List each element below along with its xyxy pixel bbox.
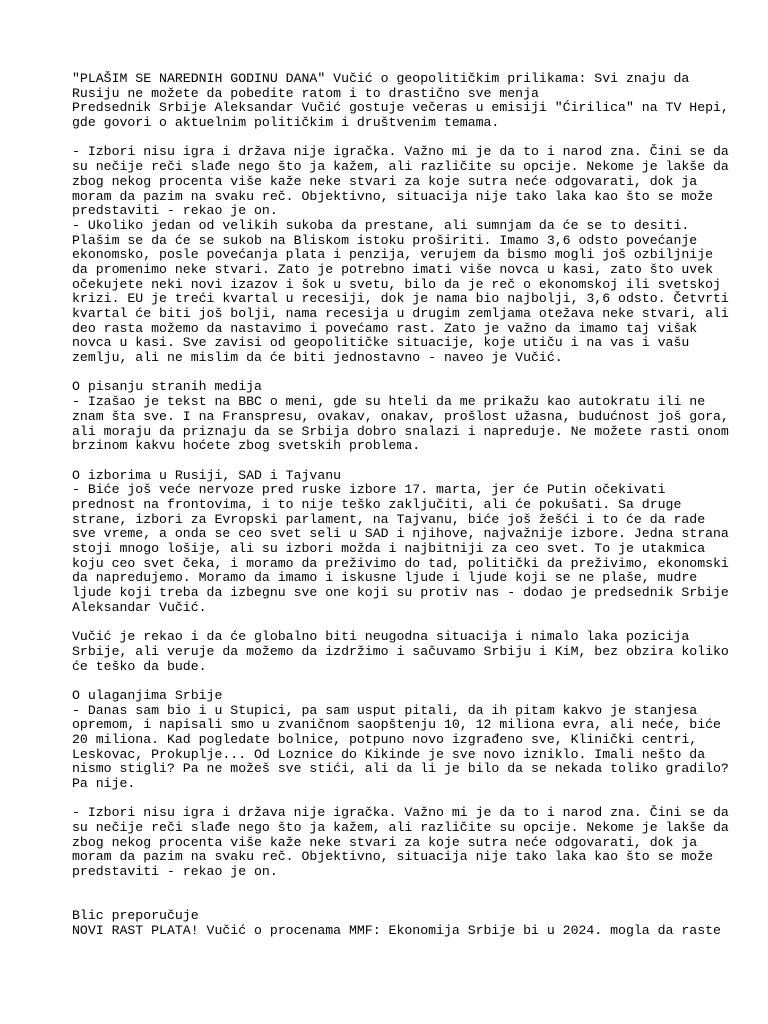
article-header bbox=[72, 71, 729, 131]
text-line: moram da pazim na svaku reč. Objektivno, situacija nije tako laka kao što se može bbox=[72, 849, 714, 865]
text-line: Leskovac, Prokuplje... Od Loznice do Kikinde je sve novo izniklo. Imali nešto da bbox=[72, 746, 706, 762]
quote-repeat-paragraph bbox=[72, 805, 729, 880]
recommended-link[interactable]: NOVI RAST PLATA! Vučić o procenama MMF: Ekonomija Srbije bi u 2024. mogla da raste bbox=[72, 922, 721, 938]
text-line: strane, izbori za Evropski parlament, na Tajvanu, biće još žešći i to će da rade bbox=[72, 511, 706, 527]
text-line: prednost na frontovima, i to nije teško zaključiti, ali će pokušati. Sa druge bbox=[72, 496, 682, 512]
text-line: zbog nekog procenta više kaže neke stvari za koje sutra neće odgovarati, dok ja bbox=[72, 173, 698, 189]
text-line: zemlju, ali ne mislim da će biti jednostavno - naveo je Vučić. bbox=[72, 350, 563, 366]
text-line: kvartal će biti još bolji, nama recesija u drugim zemljama otežava neke stvari, ali bbox=[72, 306, 729, 321]
recommendation-section bbox=[72, 908, 721, 938]
foreign-media-section bbox=[72, 379, 729, 454]
text-line: Pa nije. bbox=[72, 776, 136, 791]
text-line: stoji mnogo lošije, ali su izbori možda i najbitniji za ceo svet. To je utakmica bbox=[72, 541, 706, 556]
blank-line bbox=[72, 454, 712, 469]
text-line: sve vreme, a onda se ceo svet seli u SAD i njihove, najvažnije izbore. Jedna strana bbox=[72, 526, 729, 542]
text-line: opremom, i napisali smo u zvaničnom saopštenju 10, 12 miliona evra, ali neće, biće bbox=[72, 717, 721, 733]
text-line: Aleksandar Vučić. bbox=[72, 599, 207, 615]
blank-line bbox=[72, 895, 712, 910]
section-heading: O ulaganjima Srbije bbox=[72, 687, 223, 703]
blank-line bbox=[72, 880, 712, 895]
elections-section bbox=[72, 467, 729, 616]
text-line: nismo stigli? Pa ne možeš sve stići, ali da li je bilo da se nekada toliko gradilo? bbox=[72, 761, 729, 777]
text-line: moram da pazim na svaku reč. Objektivno, situacija nije tako laka kao što se može bbox=[72, 188, 714, 204]
text-line: znam šta sve. I na Franspresu, ovakav, onakav, prošlost užasna, budućnost još gora, bbox=[72, 408, 729, 424]
blank-line bbox=[72, 131, 712, 146]
blank-line bbox=[72, 615, 712, 630]
text-line: Vučić je rekao i da će globalno biti neugodna situacija i nimalo laka pozicija bbox=[72, 629, 690, 645]
text-line: Rusiju ne možete da pobedite ratom i to drastično sve menja bbox=[72, 85, 539, 101]
text-line: brzinom kakvu hoćete zbog svetskih problema. bbox=[72, 438, 421, 454]
text-line: - Izbori nisu igra i država nije igračka. Važno mi je da to i narod zna. Čini se da bbox=[72, 805, 729, 821]
text-line: očekujete neki novi izazov i šok u svetu, bilo da je reč o ekonomskoj ili svetskoj bbox=[72, 276, 721, 292]
section-heading: O izborima u Rusiji, SAD i Tajvanu bbox=[72, 467, 342, 483]
text-line: su nečije reči slađe nego što ja kažem, ali različite su opcije. Nekome je lakše da bbox=[72, 159, 729, 175]
text-line: predstaviti - rekao je on. bbox=[72, 864, 278, 880]
text-line: predstaviti - rekao je on. bbox=[72, 203, 278, 219]
text-line: krizi. EU je treći kvartal u recesiji, dok je nama bio najbolji, 3,6 odsto. Četvrti bbox=[72, 291, 729, 307]
text-line: će teško da bude. bbox=[72, 658, 207, 674]
text-line: da promenimo neke stvari. Zato je potrebno imati više novca u kasi, zato što uvek bbox=[72, 261, 714, 277]
text-line: zbog nekog procenta više kaže neke stvari za koje sutra neće odgovarati, dok ja bbox=[72, 834, 698, 850]
section-heading: O pisanju stranih medija bbox=[72, 379, 262, 395]
text-line: "PLAŠIM SE NAREDNIH GODINU DANA" Vučić o geopolitičkim prilikama: Svi znaju da bbox=[72, 71, 690, 86]
text-line: gde govori o aktuelnim političkim i društvenim temama. bbox=[72, 115, 500, 131]
text-line: ljude koji treba da izbegnu sve one koji su protiv nas - dodao je predsednik Srbije bbox=[72, 585, 729, 601]
text-line: su nečije reči slađe nego što ja kažem, ali različite su opcije. Nekome je lakše da bbox=[72, 820, 729, 836]
investments-section bbox=[72, 687, 729, 792]
text-line: ali moraju da priznaju da se Srbija dobro snalazi i napreduje. Ne možete rasti onom bbox=[72, 423, 729, 439]
blank-line bbox=[72, 792, 712, 807]
global-paragraph bbox=[72, 629, 729, 674]
document-page bbox=[72, 71, 729, 939]
section-heading: Blic preporučuje bbox=[72, 908, 199, 924]
text-line: - Izbori nisu igra i država nije igračka. Važno mi je da to i narod zna. Čini se da bbox=[72, 144, 729, 160]
blank-line bbox=[72, 674, 712, 689]
text-line: - Ukoliko jedan od velikih sukoba da prestane, ali sumnjam da će se to desiti. bbox=[72, 217, 690, 233]
text-line: da napredujemo. Moramo da imamo i iskusne ljude i ljude koji se ne plaše, mudre bbox=[72, 570, 698, 586]
text-line: - Izašao je tekst na BBC o meni, gde su hteli da me prikažu kao autokratu ili ne bbox=[72, 394, 706, 410]
text-line: - Biće još veće nervoze pred ruske izbore 17. marta, jer će Putin očekivati bbox=[72, 482, 666, 498]
quote-paragraph bbox=[72, 144, 729, 366]
text-line: koju ceo svet čeka, i moramo da preživimo do tad, politički da preživimo, ekonomski bbox=[72, 555, 729, 571]
text-line: Plašim se da će se sukob na Bliskom istoku proširiti. Imamo 3,6 odsto povećanje bbox=[72, 232, 698, 248]
text-line: Srbije, ali veruje da možemo da izdržimo i sačuvamo Srbiju i KiM, bez obzira koliko bbox=[72, 643, 729, 659]
text-line: - Danas sam bio i u Stupici, pa sam usput pitali, da ih pitam kakvo je stanjesa bbox=[72, 702, 698, 718]
text-line: ekonomsko, posle povećanja plata i penzija, verujem da bismo mogli još ozbiljnije bbox=[72, 247, 714, 263]
text-line: Predsednik Srbije Aleksandar Vučić gostuje večeras u emisiji "Ćirilica" na TV Hepi, bbox=[72, 100, 729, 116]
blank-line bbox=[72, 366, 712, 381]
text-line: deo rasta možemo da nastavimo i povećamo rast. Zato je važno da imamo taj višak bbox=[72, 320, 698, 336]
text-line: 20 miliona. Kad pogledate bolnice, potpuno novo izgrađeno sve, Klinički centri, bbox=[72, 731, 698, 747]
text-line: novca u kasi. Sve zavisi od geopolitičke situacije, koje utiču i na vas i vašu bbox=[72, 335, 690, 351]
